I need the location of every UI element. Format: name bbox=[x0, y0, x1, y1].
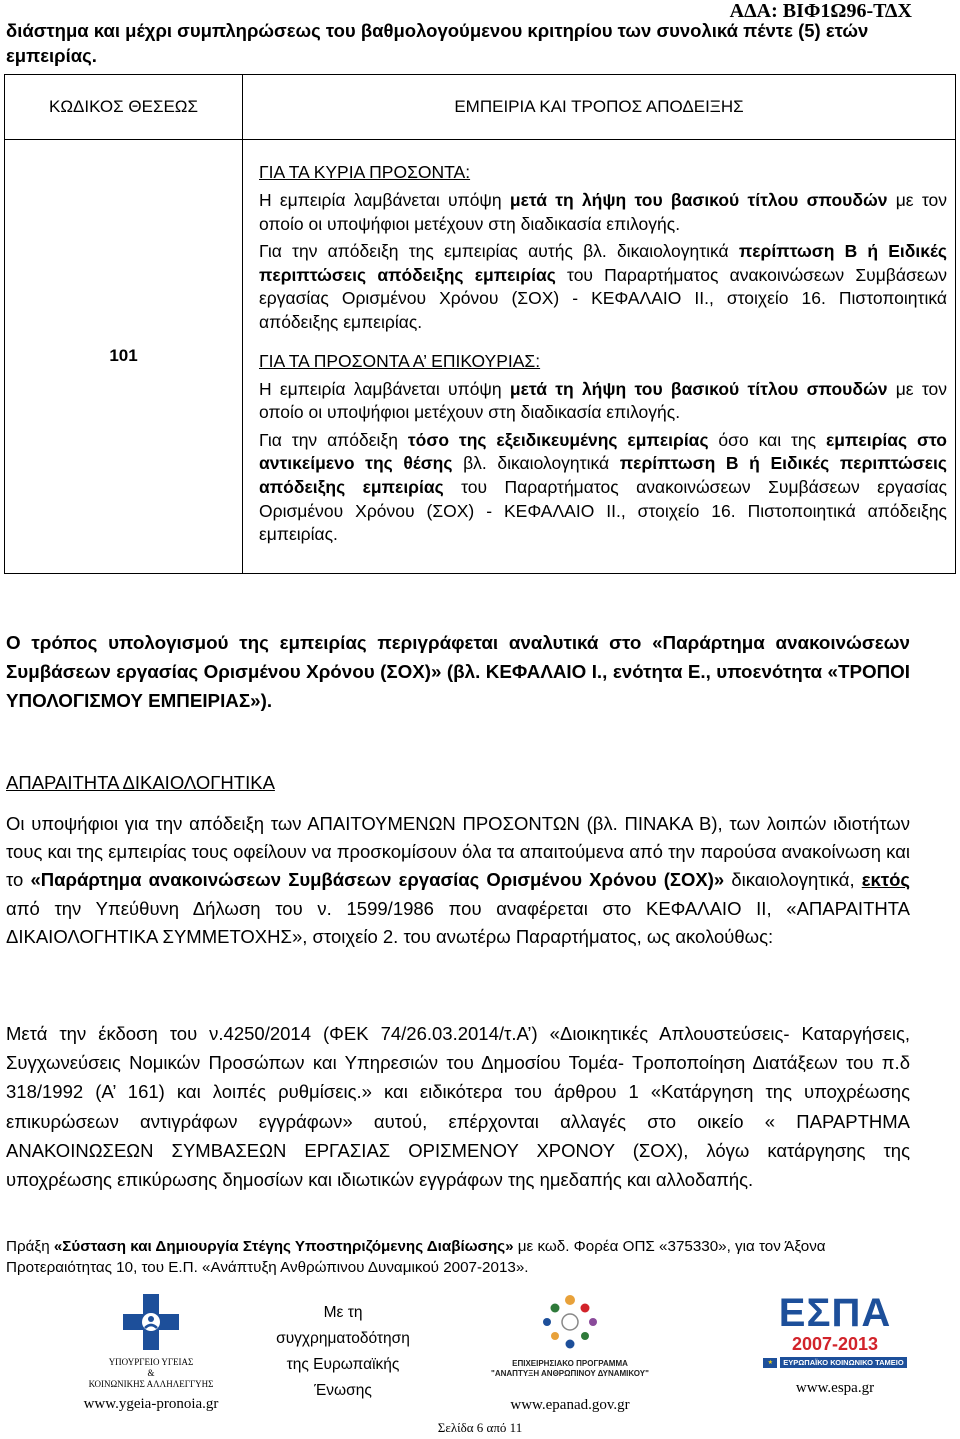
ministry-name-line3: ΚΟΙΝΩΝΙΚΗΣ ΑΛΛΗΛΕΓΓΥΗΣ bbox=[88, 1379, 214, 1389]
ada-code: ΑΔΑ: ΒΙΦ1Ω96-ΤΔΧ bbox=[729, 0, 912, 22]
aux-paragraph-2: Για την απόδειξη τόσο της εξειδικευμένης εμπειρίας όσο και της εμπειρίας στο αντικείμενο της θέσης βλ. δικαιολογητικά περίπτωση Β ή Ειδικές περιπτώσεις απόδειξης εμπειρίας του Παραρτήματος ανακοινώσεων Συμβάσεων εργασίας Ορισμένου Χρόνου (ΣΟΧ) - ΚΕΦΑΛΑΙΟ ΙΙ., στοιχείο 16. Πιστοποιητικά απόδειξης εμπειρίας. bbox=[259, 429, 948, 545]
epanad-line1: ΕΠΙΧΕΙΡΗΣΙΑΚΟ ΠΡΟΓΡΑΜΜΑ bbox=[512, 1359, 628, 1368]
espa-url[interactable]: www.espa.gr bbox=[795, 1380, 875, 1396]
intro-text: διάστημα και μέχρι συμπληρώσεως του βαθμολογούμενου κριτηρίου των συνολικά πέντε (5) ετών εμπειρίας. bbox=[6, 20, 869, 66]
eu-line-3: της Ευρωπαϊκής bbox=[286, 1356, 400, 1373]
eu-flag-icon: ★ bbox=[763, 1358, 777, 1368]
page-number: Σελίδα 6 από 11 bbox=[437, 1420, 523, 1435]
ministry-emblem-icon bbox=[116, 1292, 186, 1354]
ministry-name-line2: & bbox=[147, 1368, 155, 1378]
ministry-name-line1: ΥΠΟΥΡΓΕΙΟ ΥΓΕΙΑΣ bbox=[108, 1357, 194, 1367]
eu-cofinancing-text bbox=[258, 1300, 428, 1404]
espa-fund: ΕΥΡΩΠΑΪΚΟ ΚΟΙΝΩΝΙΚΟ ΤΑΜΕΙΟ bbox=[780, 1357, 906, 1368]
epanad-line2: "ΑΝΑΠΤΥΞΗ ΑΝΘΡΩΠΙΝΟΥ ΔΥΝΑΜΙΚΟΥ" bbox=[491, 1369, 649, 1378]
espa-name: ΕΣΠΑ bbox=[778, 1291, 892, 1335]
eu-line-2: συγχρηματοδότηση bbox=[276, 1330, 410, 1347]
action-statement: Πράξη «Σύσταση και Δημιουργία Στέγης Υποστηριζόμενης Διαβίωσης» με κωδ. Φορέα ΟΠΣ «375330», για τον Άξονα Προτεραιότητας 10, του Ε.Π. «Ανάπτυξη Ανθρώπινου Δυναμικού 2007-2013». bbox=[6, 1238, 826, 1276]
calculation-summary: Ο τρόπος υπολογισμού της εμπειρίας περιγράφεται αναλυτικά στο «Παράρτημα ανακοινώσεων Συμβάσεων εργασίας Ορισμένου Χρόνου (ΣΟΧ)» (βλ. ΚΕΦΑΛΑΙΟ Ι., ενότητα Ε., υποενότητα «ΤΡΟΠΟΙ ΥΠΟΛΟΓΙΣΜΟΥ ΕΜΠΕΙΡΙΑΣ»). bbox=[6, 632, 910, 711]
people-figures-icon bbox=[535, 1292, 605, 1354]
eu-line-1: Με τη bbox=[323, 1304, 363, 1321]
table-row bbox=[5, 140, 956, 574]
footer-logos bbox=[0, 1292, 960, 1412]
eu-line-4: Ένωσης bbox=[314, 1382, 372, 1399]
requirements-paragraph: Οι υποψήφιοι για την απόδειξη των ΑΠΑΙΤΟΥΜΕΝΩΝ ΠΡΟΣΟΝΤΩΝ (βλ. ΠΙΝΑΚΑ Β), των λοιπών ιδιοτήτων τους και της εμπειρίας τους οφείλουν να προσκομίσουν όλα τα απαιτούμενα από την παρούσα ανακοίνωση και το «Παράρτημα ανακοινώσεων Συμβάσεων εργασίας Ορισμένου Χρόνου (ΣΟΧ)» δικαιολογητικά, εκτός από την Υπεύθυνη Δήλωση του ν. 1599/1986 που αναφέρεται στο ΚΕΦΑΛΑΙΟ ΙΙ, «ΑΠΑΡΑΙΤΗΤΑ ΔΙΚΑΙΟΛΟΓΗΤΙΚΑ ΣΥΜΜΕΤΟΧΗΣ», στοιχείο 2. του ανωτέρω Παραρτήματος, ως ακολούθως: bbox=[6, 813, 911, 947]
main-paragraph-2: Για την απόδειξη της εμπειρίας αυτής βλ. δικαιολογητικά περίπτωση Β ή Ειδικές περιπτώσεις απόδειξης εμπειρίας του Παραρτήματος ανακοινώσεων Συμβάσεων εργασίας Ορισμένου Χρόνου (ΣΟΧ) - ΚΕΦΑΛΑΙΟ ΙΙ., στοιχείο 16. Πιστοποιητικά απόδειξης εμπειρίας. bbox=[259, 241, 947, 332]
main-qualifications-title: ΓΙΑ ΤΑ ΚΥΡΙΑ ΠΡΟΣΟΝΤΑ: bbox=[259, 162, 471, 182]
epanad-url[interactable]: www.epanad.gov.gr bbox=[510, 1397, 630, 1413]
espa-years: 2007-2013 bbox=[791, 1334, 879, 1354]
col-header-experience: ΕΜΠΕΙΡΙΑ ΚΑΙ ΤΡΟΠΟΣ ΑΠΟΔΕΙΞΗΣ bbox=[243, 75, 956, 140]
main-paragraph-1: Η εμπειρία λαμβάνεται υπόψη μετά τη λήψη του βασικού τίτλου σπουδών με τον οποίο οι υποψήφιοι μετέχουν στη διαδικασία επιλογής. bbox=[259, 190, 947, 234]
col-header-code: ΚΩΔΙΚΟΣ ΘΕΣΕΩΣ bbox=[5, 75, 243, 140]
aux-qualifications-title: ΓΙΑ ΤΑ ΠΡΟΣΟΝΤΑ Α’ ΕΠΙΚΟΥΡΙΑΣ: bbox=[259, 350, 541, 371]
law-paragraph: Μετά την έκδοση του ν.4250/2014 (ΦΕΚ 74/26.03.2014/τ.Α’) «Διοικητικές Απλουστεύσεις- Καταργήσεις, Συγχωνεύσεις Νομικών Προσώπων και Υπηρεσιών του Δημοσίου Τομέα- Τροποποίηση Διατάξεων του π.δ 318/1992 (Α’ 161) και λοιπές ρυθμίσεις.» και ειδικότερα του άρθρου 1 «Κατάργηση της υποχρέωσης επικυρώσεων αντιγράφων εγγράφων» αυτού, επέρχονται αλλαγές στο οικείο « ΠΑΡΑΡΤΗΜΑ ΑΝΑΚΟΙΝΩΣΕΩΝ ΣΥΜΒΑΣΕΩΝ ΕΡΓΑΣΙΑΣ ΟΡΙΣΜΕΝΟΥ ΧΡΟΝΟΥ (ΣΟΧ), λόγω κατάργησης της υποχρέωσης επικύρωσης δημοσίων και ιδιωτικών εγγράφων της ημεδαπής και αλλοδαπής. bbox=[6, 1023, 910, 1191]
position-code: 101 bbox=[5, 140, 243, 574]
ministry-url[interactable]: www.ygeia-pronoia.gr bbox=[83, 1396, 219, 1412]
ministry-logo bbox=[76, 1292, 226, 1413]
aux-paragraph-1: Η εμπειρία λαμβάνεται υπόψη μετά τη λήψη του βασικού τίτλου σπουδών με τον οποίο οι υποψήφιοι μετέχουν στη διαδικασία επιλογής. bbox=[259, 378, 947, 423]
espa-logo bbox=[760, 1292, 910, 1397]
epanad-logo bbox=[470, 1292, 670, 1414]
experience-table bbox=[4, 74, 956, 574]
requirements-title: ΑΠΑΡΑΙΤΗΤΑ ΔΙΚΑΙΟΛΟΓΗΤΙΚΑ bbox=[6, 772, 275, 793]
experience-cell bbox=[243, 140, 956, 574]
table-header-row bbox=[5, 75, 956, 140]
